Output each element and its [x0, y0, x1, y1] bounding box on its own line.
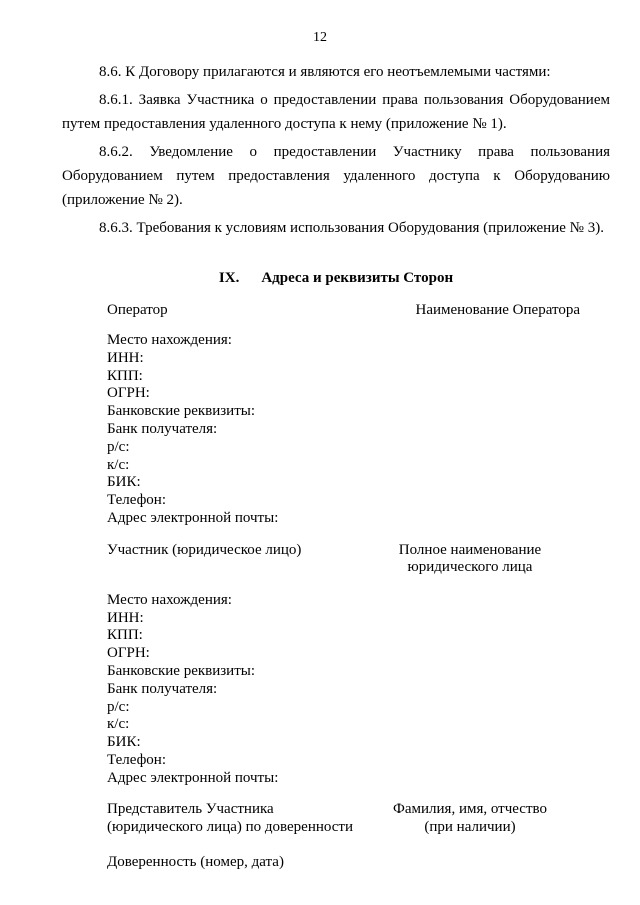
operator-field: Адрес электронной почты:	[107, 509, 279, 526]
operator-header	[62, 298, 610, 322]
operator-field: Телефон:	[107, 492, 166, 509]
representative-block	[62, 800, 610, 840]
operator-field: ИНН:	[107, 349, 144, 366]
clause-8-6-3: 8.6.3. Требования к условиям использования Оборудования (приложение № 3).	[99, 220, 604, 236]
document-body	[62, 60, 610, 874]
participant-field: р/с:	[107, 698, 130, 715]
operator-fields	[107, 332, 610, 528]
representative-name-line: (при наличии)	[424, 818, 516, 835]
operator-name-placeholder: Наименование Оператора	[415, 302, 580, 318]
participant-name-line: Полное наименование	[398, 541, 542, 558]
section-title: Адреса и реквизиты Сторон	[261, 270, 454, 286]
section-number: IX.	[218, 270, 240, 286]
participant-field: Место нахождения:	[107, 591, 232, 608]
participant-fields	[107, 592, 610, 788]
operator-field: к/с:	[107, 456, 130, 473]
participant-field: БИК:	[107, 734, 141, 751]
clause-8-6-2: 8.6.2. Уведомление о предоставлении Участнику права пользования Оборудованием путем предоставления удаленного доступа к Оборудованию (приложение № 2).	[62, 144, 610, 208]
operator-field: БИК:	[107, 474, 141, 491]
operator-field: Место нахождения:	[107, 332, 232, 348]
representative-label-line: Представитель Участника	[107, 800, 274, 817]
participant-field: к/с:	[107, 716, 130, 733]
participant-field: Банковские реквизиты:	[107, 662, 256, 679]
participant-name-line: юридического лица	[407, 558, 533, 575]
power-of-attorney: Доверенность (номер, дата)	[107, 853, 284, 870]
section-heading	[62, 266, 610, 290]
page-number: 12	[313, 30, 327, 45]
representative-label-line: (юридического лица) по доверенности	[107, 818, 354, 835]
representative-name-line: Фамилия, имя, отчество	[393, 800, 547, 817]
participant-field: Телефон:	[107, 751, 166, 768]
participant-name-placeholder	[370, 542, 570, 576]
participant-field: ОГРН:	[107, 645, 150, 662]
representative-name-placeholder	[370, 800, 570, 836]
participant-field: ИНН:	[107, 609, 144, 626]
participant-header	[62, 542, 610, 582]
participant-field: Банк получателя:	[107, 680, 218, 697]
operator-field: р/с:	[107, 438, 130, 455]
operator-field: КПП:	[107, 367, 143, 384]
operator-field: Банк получателя:	[107, 420, 218, 437]
participant-label: Участник (юридическое лицо)	[107, 541, 302, 558]
representative-label	[107, 800, 353, 836]
operator-field: ОГРН:	[107, 385, 150, 402]
participant-field: КПП:	[107, 627, 143, 644]
clause-8-6-1: 8.6.1. Заявка Участника о предоставлении права пользования Оборудованием путем предоставления удаленного доступа к нему (приложение № 1).	[62, 92, 610, 132]
operator-label: Оператор	[107, 302, 168, 318]
participant-field: Адрес электронной почты:	[107, 769, 279, 786]
operator-field: Банковские реквизиты:	[107, 403, 256, 420]
clause-8-6: 8.6. К Договору прилагаются и являются его неотъемлемыми частями:	[99, 64, 551, 80]
